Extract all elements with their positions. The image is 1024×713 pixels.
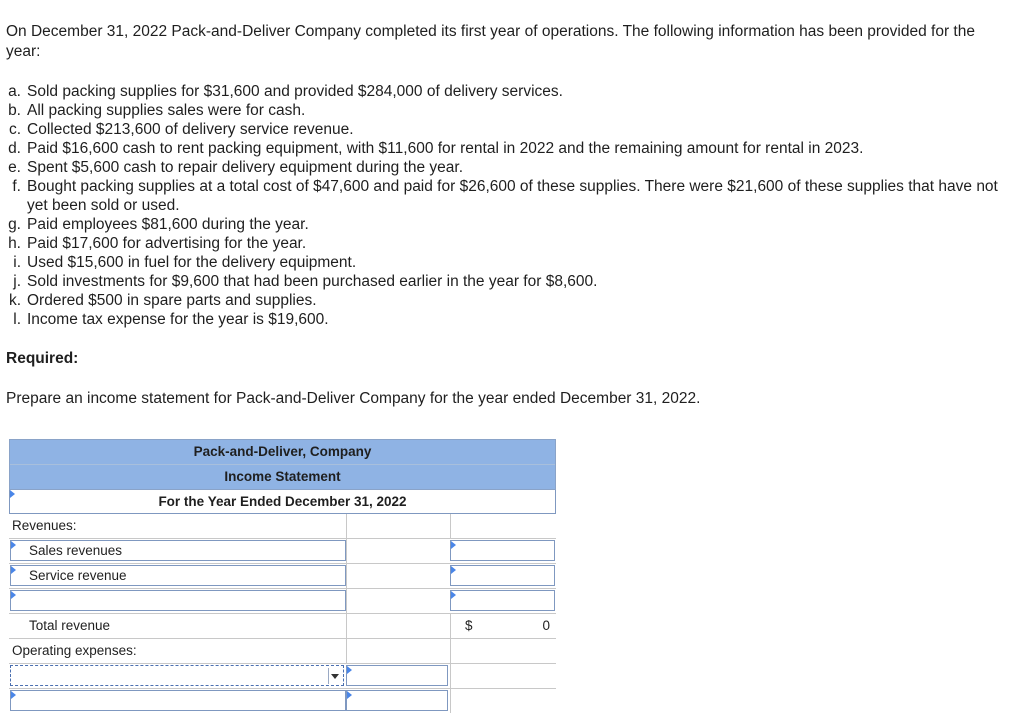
item-letter: g. xyxy=(8,216,21,233)
item-text: All packing supplies sales were for cash. xyxy=(27,102,306,119)
total-cell xyxy=(450,664,556,688)
item-letter: h. xyxy=(8,235,21,252)
input-marker-icon xyxy=(11,691,16,699)
item-text: Paid $16,600 cash to rent packing equipment, with $11,600 for rental in 2022 and the remaining amount for rental in 2023. xyxy=(27,140,864,157)
amount-cell xyxy=(346,564,450,588)
amount-cell xyxy=(346,589,450,613)
item-text: Income tax expense for the year is $19,600. xyxy=(27,311,329,328)
list-item xyxy=(6,101,1006,120)
table-row xyxy=(9,639,556,664)
input-marker-icon xyxy=(451,566,456,574)
service-revenue-amount-input[interactable] xyxy=(450,565,555,586)
table-row xyxy=(9,514,556,539)
list-item xyxy=(6,310,1006,329)
item-letter: c. xyxy=(8,121,21,138)
item-text: Collected $213,600 of delivery service revenue. xyxy=(27,121,354,138)
operating-expenses-label: Operating expenses: xyxy=(12,643,137,658)
total-cell xyxy=(450,689,556,713)
income-statement-table xyxy=(9,439,556,713)
item-text: Bought packing supplies at a total cost of $47,600 and paid for $26,600 of these supplies. There were $21,600 of these supplies that have not yet been sold or used. xyxy=(27,178,998,214)
dropdown-separator xyxy=(328,668,329,684)
item-letter: a. xyxy=(8,83,21,100)
list-item xyxy=(6,234,1006,253)
total-cell xyxy=(450,639,556,663)
statement-period: For the Year Ended December 31, 2022 xyxy=(158,494,407,509)
item-letter: f. xyxy=(12,178,21,195)
list-item xyxy=(6,177,1006,215)
list-item xyxy=(6,82,1006,101)
item-text: Paid $17,600 for advertising for the year. xyxy=(27,235,307,252)
list-item xyxy=(6,158,1006,177)
revenue-account-input[interactable] xyxy=(10,590,346,611)
table-row xyxy=(9,614,556,639)
amount-cell xyxy=(346,514,450,538)
statement-period-field[interactable] xyxy=(9,490,556,514)
total-revenue-cell xyxy=(450,614,556,638)
currency-symbol: $ xyxy=(465,618,473,633)
table-row xyxy=(9,664,556,689)
input-marker-icon xyxy=(451,541,456,549)
list-item xyxy=(6,139,1006,158)
table-row xyxy=(9,539,556,564)
company-name: Pack-and-Deliver, Company xyxy=(193,444,372,459)
total-revenue-value: 0 xyxy=(542,618,550,633)
total-cell xyxy=(450,514,556,538)
expense-account-input[interactable] xyxy=(10,690,346,711)
item-text: Used $15,600 in fuel for the delivery equipment. xyxy=(27,254,357,271)
sales-revenue-account-input[interactable] xyxy=(10,540,346,561)
list-item xyxy=(6,120,1006,139)
item-letter: l. xyxy=(13,311,21,328)
item-letter: d. xyxy=(8,140,21,157)
item-letter: e. xyxy=(8,159,21,176)
list-item xyxy=(6,272,1006,291)
expense-amount-input[interactable] xyxy=(346,665,448,686)
service-revenue-account-input[interactable] xyxy=(10,565,346,586)
revenue-amount-input[interactable] xyxy=(450,590,555,611)
item-letter: i. xyxy=(13,254,21,271)
item-text: Paid employees $81,600 during the year. xyxy=(27,216,309,233)
input-marker-icon xyxy=(11,591,16,599)
item-text: Spent $5,600 cash to repair delivery equipment during the year. xyxy=(27,159,463,176)
item-letter: k. xyxy=(8,292,21,309)
sales-revenue-label: Sales revenues xyxy=(29,543,123,558)
revenues-label: Revenues: xyxy=(12,518,77,533)
input-marker-icon xyxy=(11,566,16,574)
transaction-list xyxy=(6,82,1006,329)
table-row xyxy=(9,689,556,713)
input-marker-icon xyxy=(10,490,15,498)
chevron-down-icon[interactable] xyxy=(331,674,339,679)
table-row xyxy=(9,589,556,614)
item-letter: j. xyxy=(13,273,21,290)
input-marker-icon xyxy=(347,691,352,699)
statement-title: Income Statement xyxy=(10,464,555,489)
amount-cell xyxy=(346,539,450,563)
list-item xyxy=(6,253,1006,272)
input-marker-icon xyxy=(451,591,456,599)
total-revenue-label: Total revenue xyxy=(29,618,111,633)
task-prompt: Prepare an income statement for Pack-and-Deliver Company for the year ended December 31, 2022. xyxy=(6,390,701,407)
amount-cell xyxy=(346,614,450,638)
input-marker-icon xyxy=(11,541,16,549)
item-letter: b. xyxy=(8,102,21,119)
table-row xyxy=(9,564,556,589)
input-marker-icon xyxy=(347,666,352,674)
problem-intro: On December 31, 2022 Pack-and-Deliver Company completed its first year of operations. The following information has been provided for the year: xyxy=(6,23,975,60)
expense-amount-input[interactable] xyxy=(346,690,448,711)
item-text: Sold packing supplies for $31,600 and provided $284,000 of delivery services. xyxy=(27,83,563,100)
sales-revenue-amount-input[interactable] xyxy=(450,540,555,561)
list-item xyxy=(6,215,1006,234)
amount-cell xyxy=(346,639,450,663)
expense-account-dropdown[interactable] xyxy=(10,665,344,686)
required-heading: Required: xyxy=(6,350,79,367)
item-text: Ordered $500 in spare parts and supplies. xyxy=(27,292,317,309)
list-item xyxy=(6,291,1006,310)
item-text: Sold investments for $9,600 that had been purchased earlier in the year for $8,600. xyxy=(27,273,598,290)
statement-header xyxy=(9,439,556,490)
service-revenue-label: Service revenue xyxy=(29,568,127,583)
